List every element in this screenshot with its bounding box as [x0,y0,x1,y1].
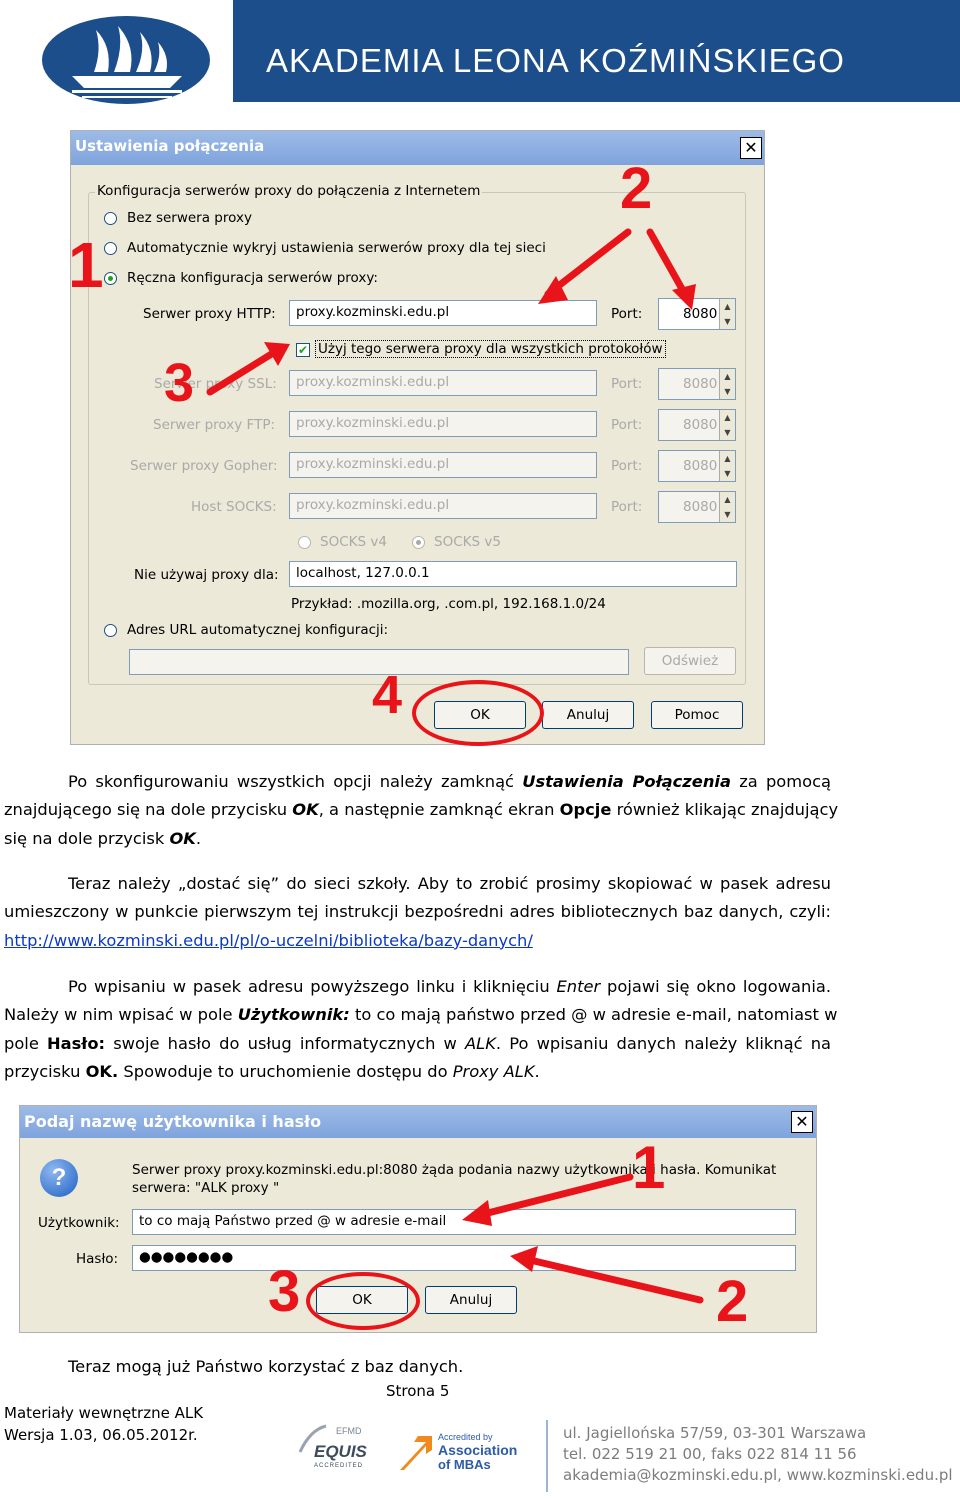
close-icon[interactable]: ✕ [791,1111,813,1133]
gopher-proxy-input[interactable]: proxy.kozminski.edu.pl [289,452,597,478]
paragraph-3 [4,973,838,1086]
arrow-up-icon[interactable]: ▲ [719,492,735,507]
arrow-down-icon[interactable]: ▼ [719,466,735,481]
user-label: Użytkownik: [38,1215,120,1231]
radio-manual-label: Ręczna konfiguracja serwerów proxy: [127,270,378,286]
login-annotation-arrows [0,1100,960,1340]
arrow-down-icon[interactable]: ▼ [719,507,735,522]
no-proxy-input[interactable]: localhost, 127.0.0.1 [289,561,737,587]
text: Należy w nim wpisać w pole [4,1005,238,1025]
login-annotation-2: 2 [716,1269,749,1334]
page-number: Strona 5 [386,1382,450,1400]
text-emphasis: Użytkownik: [237,1005,350,1025]
use-for-all-checkbox[interactable]: ✔ [297,343,309,357]
p1-line-2 [4,796,839,824]
ssl-port-value: 8080 [683,376,718,392]
text: Spowoduje to uruchomienie dostępu do [118,1061,453,1081]
gopher-port-value: 8080 [683,458,718,474]
p2-line-2: umieszczony w punkcie pierwszym tej instrukcji bezpośredni adres bibliotecznych baz danych, czyli: [4,902,831,922]
ok-highlight-circle [412,680,544,746]
dialog-title: Ustawienia połączenia [71,131,764,165]
text: również klikając znajdujący [611,800,839,820]
question-icon: ? [40,1159,78,1197]
text-emphasis: Proxy ALK [452,1061,535,1081]
contact-phone: tel. 022 519 21 00, faks 022 814 11 56 [563,1445,857,1463]
text-emphasis: Opcje [559,800,612,820]
p2-line-3 [4,927,831,955]
text: za pomocą [731,772,832,791]
use-for-all-label: Użyj tego serwera proxy dla wszystkich protokołów [315,340,666,358]
text: swoje hasło do usług informatycznych w [105,1033,466,1053]
gopher-port-label: Port: [611,458,643,474]
text: pojawi się okno logowania. [600,977,831,996]
http-proxy-input[interactable]: proxy.kozminski.edu.pl [289,300,597,326]
gopher-label: Serwer proxy Gopher: [130,458,278,474]
ftp-port-label: Port: [611,417,643,433]
ssl-label: Serwer proxy SSL: [154,376,277,392]
text-emphasis: ALK [465,1033,496,1053]
login-ok-button[interactable]: OK [316,1286,408,1314]
refresh-button[interactable]: Odśwież [644,647,736,675]
http-port-label: Port: [611,306,643,322]
ssl-port-label: Port: [611,376,643,392]
text-emphasis: OK [292,800,319,820]
ok-button[interactable]: OK [434,701,526,729]
arrow-up-icon[interactable]: ▲ [719,369,735,384]
socks-v4-label: SOCKS v4 [320,534,387,550]
text-emphasis: OK [169,828,196,848]
text-emphasis: OK. [85,1061,119,1081]
login-annotation-1: 1 [632,1134,666,1201]
annotation-1: 1 [68,229,104,301]
text: znajdującego się na dole przycisku [4,800,293,820]
arrow-up-icon[interactable]: ▲ [719,451,735,466]
user-input[interactable]: to co mają Państwo przed @ w adresie e-mail [132,1209,796,1235]
close-icon[interactable]: ✕ [740,137,762,159]
group-label: Konfiguracja serwerów proxy do połączenia z Internetem [97,183,481,199]
closing-sentence: Teraz mogą już Państwo korzystać z baz danych. [68,1357,464,1376]
login-ok-highlight-circle [306,1272,420,1330]
text: . [534,1061,540,1081]
p1-line-1 [4,768,831,796]
p3-line-1 [4,973,831,1001]
password-input[interactable]: ●●●●●●●● [132,1245,796,1271]
annotation-3: 3 [164,353,195,413]
http-port-value: 8080 [683,306,718,322]
text: . Po wpisaniu danych należy kliknąć na [495,1033,832,1053]
contact-email-web: akademia@kozminski.edu.pl, www.kozminski.edu.pl [563,1466,953,1484]
text-emphasis: Enter [556,977,601,996]
amba-logo [396,1430,516,1475]
text: . [195,828,202,848]
arrow-down-icon[interactable]: ▼ [719,384,735,399]
socks-port-label: Port: [611,499,643,515]
http-label: Serwer proxy HTTP: [143,306,276,322]
arrow-up-icon[interactable]: ▲ [719,410,735,425]
text-emphasis: Ustawienia Połączenia [522,772,731,791]
ftp-port-value: 8080 [683,417,718,433]
login-message-line-1: Serwer proxy proxy.kozminski.edu.pl:8080 żąda podania nazwy użytkownika i hasła. Komunikat [132,1162,777,1178]
login-dialog-title: Podaj nazwę użytkownika i hasło [20,1106,816,1138]
example-text: Przykład: .mozilla.org, .com.pl, 192.168.1.0/24 [291,596,606,612]
amba-line-3: of MBAs [438,1457,491,1472]
annotation-4: 4 [372,665,403,725]
text: pole [4,1033,47,1053]
equis-accredited-text: ACCREDITED [314,1463,364,1469]
arrow-down-icon[interactable]: ▼ [719,425,735,440]
radio-no-proxy-label: Bez serwera proxy [127,210,252,226]
text: Po skonfigurowaniu wszystkich opcji należy zamknąć [68,772,523,791]
efmd-text: EFMD [336,1426,362,1436]
socks-host-input[interactable]: proxy.kozminski.edu.pl [289,493,597,519]
footer-left-line-1: Materiały wewnętrzne ALK [4,1404,204,1422]
ssl-proxy-input[interactable]: proxy.kozminski.edu.pl [289,370,597,396]
p3-line-2 [4,1001,838,1029]
footer-left-line-2: Wersja 1.03, 06.05.2012r. [4,1426,198,1444]
paragraph-2 [4,870,831,955]
no-proxy-label: Nie używaj proxy dla: [134,567,279,583]
amba-line-2: Association [438,1442,518,1458]
text: , a następnie zamknąć ekran [318,800,560,820]
radio-auto-url-label: Adres URL automatycznej konfiguracji: [127,622,389,638]
contact-address: ul. Jagiellońska 57/59, 03-301 Warszawa [563,1424,867,1442]
ftp-proxy-input[interactable]: proxy.kozminski.edu.pl [289,411,597,437]
socks-port-value: 8080 [683,499,718,515]
annotation-2: 2 [620,156,653,221]
databases-link[interactable]: http://www.kozminski.edu.pl/pl/o-uczelni/biblioteka/bazy-danych/ [4,930,533,950]
text: Po wpisaniu w pasek adresu powyższego linku i kliknięciu [68,977,557,996]
socks-v5-label: SOCKS v5 [434,534,501,550]
radio-auto-detect-label: Automatycznie wykryj ustawienia serwerów proxy dla tej sieci [127,240,546,256]
text: to co mają państwo przed @ w adresie e-mail, natomiast w [349,1005,838,1025]
socks-label: Host SOCKS: [191,499,277,515]
p2-line-1: Teraz należy „dostać się” do sieci szkoły. Aby to zrobić prosimy skopiować w pasek adresu [68,874,831,893]
equis-text: EQUIS [314,1442,367,1461]
paragraph-1 [4,768,839,853]
p3-line-3 [4,1030,831,1058]
equis-logo [296,1422,366,1474]
academy-name: AKADEMIA LEONA KOŹMIŃSKIEGO [266,42,845,79]
amba-line-1: Accredited by [438,1432,493,1442]
login-cancel-button[interactable]: Anuluj [425,1286,517,1314]
password-label: Hasło: [76,1251,119,1267]
text-emphasis: Hasło: [47,1033,106,1053]
cancel-button[interactable]: Anuluj [542,701,634,729]
text: przycisku [4,1061,86,1081]
arrow-down-icon[interactable]: ▼ [719,314,735,329]
help-button[interactable]: Pomoc [651,701,743,729]
login-annotation-3: 3 [268,1259,301,1324]
text: się na dole przycisk [4,828,170,848]
ftp-label: Serwer proxy FTP: [153,417,276,433]
amba-arrow-icon [396,1432,436,1472]
login-message-line-2: serwera: "ALK proxy " [132,1180,280,1196]
arrow-up-icon[interactable]: ▲ [719,299,735,314]
p1-line-3 [4,825,831,853]
footer-divider [546,1420,548,1492]
p3-line-4 [4,1058,831,1086]
